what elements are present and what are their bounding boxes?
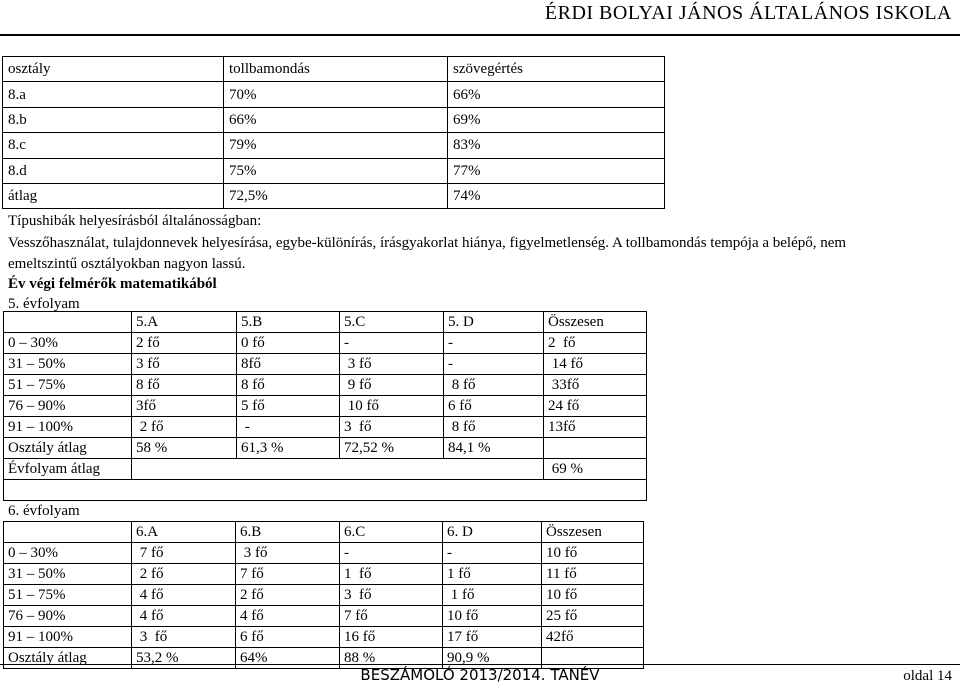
table5-cell: 5 fő (237, 396, 340, 417)
footer-divider (0, 664, 960, 665)
table6-row (4, 585, 644, 606)
typical-errors-text: Vesszőhasználat, tulajdonnevek helyesírása, egybe-különírás, írásgyakorlat hiánya, figyelmetlenség. A tollbamondás tempója a belépő, nem (8, 235, 847, 251)
table5-row (4, 375, 647, 396)
table6-cell: 10 fő (542, 543, 644, 564)
table5-cell: 8 fő (132, 375, 237, 396)
table6-cell: 10 fő (542, 585, 644, 606)
table1-cell: 8.a (3, 82, 224, 107)
table1-cell: 74% (448, 183, 665, 208)
table6-cell: 0 – 30% (4, 543, 132, 564)
table5-cell: 5.B (237, 312, 340, 333)
table5-cell: Összesen (544, 312, 647, 333)
grade6-label: 6. évfolyam (8, 503, 80, 519)
table5-row (4, 438, 647, 459)
table6-cell: 7 fő (132, 543, 236, 564)
table5-cell: 33fő (544, 375, 647, 396)
table6-cell: 6. D (443, 522, 542, 543)
table1-cell: 75% (224, 158, 448, 183)
table1-cell: szövegértés (448, 57, 665, 82)
table5-row (4, 312, 647, 333)
table5-cell: 5. D (444, 312, 544, 333)
table5-cell: 51 – 75% (4, 375, 132, 396)
table5-cell: - (237, 417, 340, 438)
table5-cell: 3 fő (132, 354, 237, 375)
table1-cell: 72,5% (224, 183, 448, 208)
table6-cell: 6.C (340, 522, 443, 543)
table5-cell: 0 – 30% (4, 333, 132, 354)
typical-errors-heading: Típushibák helyesírásból általánosságban: (8, 213, 262, 229)
table5-cell: 8fő (237, 354, 340, 375)
table5-cell: 6 fő (444, 396, 544, 417)
table5-cell: - (444, 354, 544, 375)
table5-cell: 61,3 % (237, 438, 340, 459)
table6-cell: 7 fő (236, 564, 340, 585)
table6-cell: 1 fő (340, 564, 443, 585)
table6-cell: 64% (236, 648, 340, 669)
table5-cell: - (444, 333, 544, 354)
table5-spacer-row (4, 480, 647, 501)
table5-cell: 5.C (340, 312, 444, 333)
table6-row (4, 627, 644, 648)
table5-cell: 58 % (132, 438, 237, 459)
table6-cell: 7 fő (340, 606, 443, 627)
table5-cell: 10 fő (340, 396, 444, 417)
table6-cell: 88 % (340, 648, 443, 669)
table6-cell: Összesen (542, 522, 644, 543)
table5-cell: 3 fő (340, 354, 444, 375)
table6-cell: 1 fő (443, 564, 542, 585)
table6-cell: 3 fő (132, 627, 236, 648)
table5-cell: 72,52 % (340, 438, 444, 459)
table6-cell: 3 fő (340, 585, 443, 606)
table5-cell: 9 fő (340, 375, 444, 396)
table5-cell: 8 fő (237, 375, 340, 396)
table5-cell: 76 – 90% (4, 396, 132, 417)
table6-cell: 3 fő (236, 543, 340, 564)
grade6-math-table (3, 521, 644, 669)
table5-cell: 5.A (132, 312, 237, 333)
table5-row (4, 333, 647, 354)
table6-cell: 31 – 50% (4, 564, 132, 585)
table6-cell: 17 fő (443, 627, 542, 648)
table6-cell: 6.B (236, 522, 340, 543)
table6-cell: 11 fő (542, 564, 644, 585)
table5-cell (4, 312, 132, 333)
table1-row (3, 133, 665, 158)
table5-cell: Osztály átlag (4, 438, 132, 459)
table1-cell: 8.d (3, 158, 224, 183)
table5-cell: 91 – 100% (4, 417, 132, 438)
table6-cell: 1 fő (443, 585, 542, 606)
table6-cell: 2 fő (132, 564, 236, 585)
table1-row (3, 107, 665, 132)
table6-cell: 6.A (132, 522, 236, 543)
table6-cell (4, 522, 132, 543)
table6-cell: Osztály átlag (4, 648, 132, 669)
table1-cell: 79% (224, 133, 448, 158)
table1-cell: 8.c (3, 133, 224, 158)
table6-cell: 42fő (542, 627, 644, 648)
table6-cell: 51 – 75% (4, 585, 132, 606)
typical-errors-text-2: emeltszintű osztályokban nagyon lassú. (8, 256, 246, 272)
table6-cell: 4 fő (132, 585, 236, 606)
table6-cell: - (340, 543, 443, 564)
math-survey-heading: Év végi felmérők matematikából (8, 276, 217, 292)
grade5-label: 5. évfolyam (8, 296, 80, 312)
table1-row (3, 82, 665, 107)
table6-cell: 91 – 100% (4, 627, 132, 648)
table5-row (4, 354, 647, 375)
table5-row (4, 417, 647, 438)
table5-cell: 3fő (132, 396, 237, 417)
table6-cell: 2 fő (236, 585, 340, 606)
table5-cell: 13fő (544, 417, 647, 438)
table6-cell: 90,9 % (443, 648, 542, 669)
table5-cell: 8 fő (444, 375, 544, 396)
footer-title: BESZÁMOLÓ 2013/2014. TANÉV (360, 666, 600, 684)
table1-cell: átlag (3, 183, 224, 208)
table5-row (4, 396, 647, 417)
table6-cell: 4 fő (132, 606, 236, 627)
table1-cell: tollbamondás (224, 57, 448, 82)
table6-cell: 53,2 % (132, 648, 236, 669)
table1-cell: osztály (3, 57, 224, 82)
table6-row (4, 564, 644, 585)
table5-cell (544, 438, 647, 459)
table1-row (3, 158, 665, 183)
table5-cell: 24 fő (544, 396, 647, 417)
table1-cell: 77% (448, 158, 665, 183)
table6-row (4, 606, 644, 627)
table6-row (4, 543, 644, 564)
table5-spacer-cell (4, 480, 647, 501)
table6-cell: 25 fő (542, 606, 644, 627)
table6-cell: 76 – 90% (4, 606, 132, 627)
table6-cell: 4 fő (236, 606, 340, 627)
table5-cell: 2 fő (132, 417, 237, 438)
table6-cell: 10 fő (443, 606, 542, 627)
table1-cell: 83% (448, 133, 665, 158)
dictation-results-table (2, 56, 665, 209)
page-header (0, 0, 960, 36)
table1-cell: 66% (448, 82, 665, 107)
page-number: oldal 14 (903, 668, 952, 684)
table1-row (3, 57, 665, 82)
table5-empty-cell (132, 459, 544, 480)
table5-cell: 31 – 50% (4, 354, 132, 375)
table5-cell: 84,1 % (444, 438, 544, 459)
table1-row (3, 183, 665, 208)
table5-cell: 8 fő (444, 417, 544, 438)
year-average-value: 69 % (544, 459, 647, 480)
table5-cell: 3 fő (340, 417, 444, 438)
school-title: ÉRDI BOLYAI JÁNOS ÁLTALÁNOS ISKOLA (544, 2, 952, 24)
table5-year-row (4, 459, 647, 480)
table1-cell: 69% (448, 107, 665, 132)
table1-cell: 70% (224, 82, 448, 107)
table6-row (4, 522, 644, 543)
grade5-math-table (3, 311, 647, 501)
table5-cell: 14 fő (544, 354, 647, 375)
table5-cell: - (340, 333, 444, 354)
table6-cell: 6 fő (236, 627, 340, 648)
table5-cell: 2 fő (132, 333, 237, 354)
table5-cell: 2 fő (544, 333, 647, 354)
year-average-label: Évfolyam átlag (4, 459, 132, 480)
table6-cell: - (443, 543, 542, 564)
table5-cell: 0 fő (237, 333, 340, 354)
table1-cell: 8.b (3, 107, 224, 132)
table6-cell: 16 fő (340, 627, 443, 648)
table1-cell: 66% (224, 107, 448, 132)
